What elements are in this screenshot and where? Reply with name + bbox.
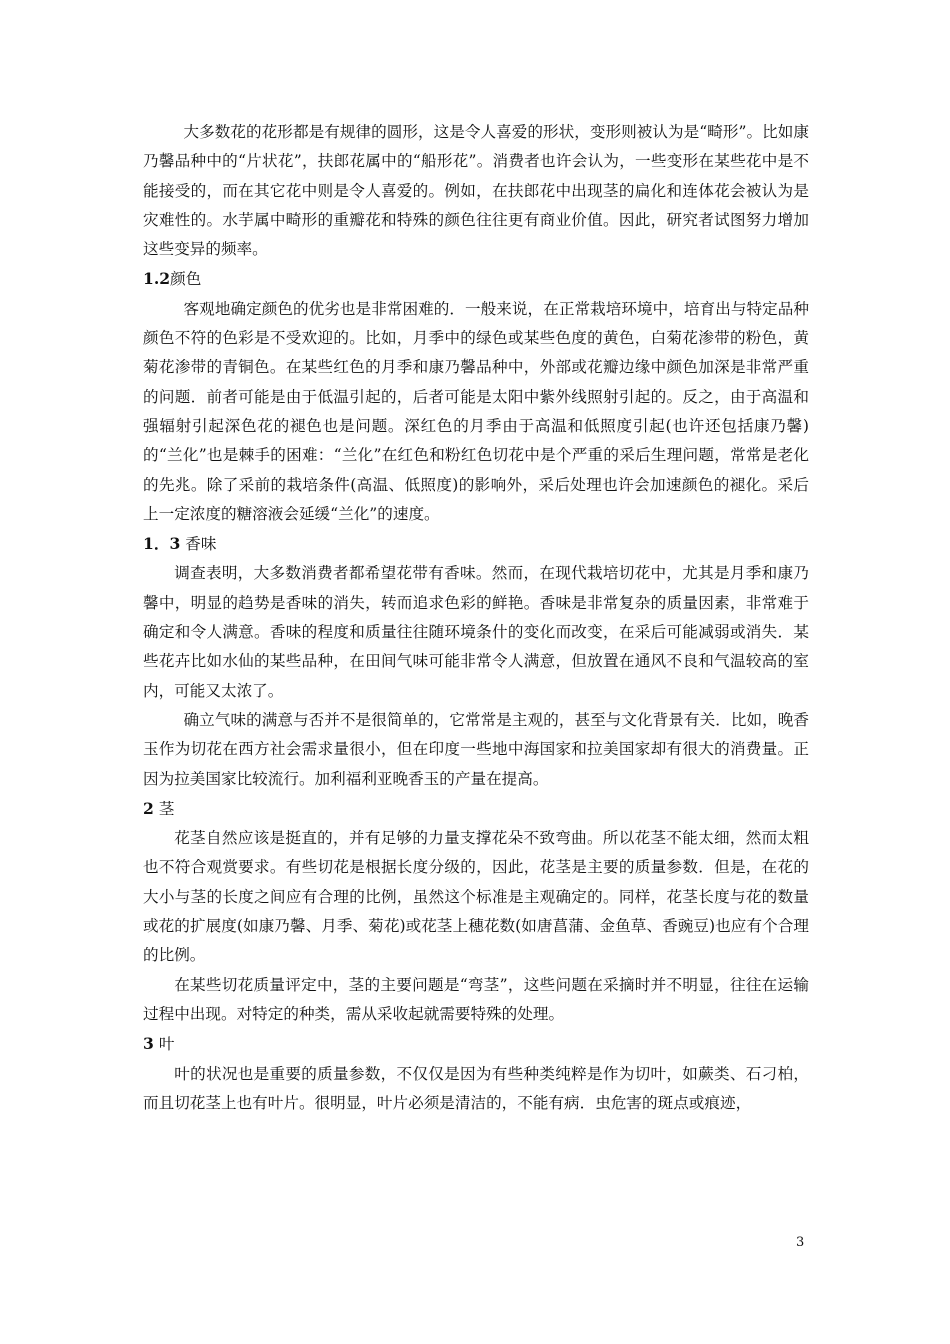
body-paragraph: 确立气味的满意与否并不是很简单的，它常常是主观的，甚至与文化背景有关．比如，晚香玉作为切花在西方社会需求量很小，但在印度一些地中海国家和拉美国家却有很大的消费量。正因为拉美国家比较流行。加利福利亚晚香玉的产量在提高。 — [143, 710, 809, 788]
body-paragraph: 大多数花的花形都是有规律的圆形，这是令人喜爱的形状，变形则被认为是“畸形”。比如康乃馨品种中的“片状花”，扶郎花属中的“船形花”。消费者也许会认为，一些变形在某些花中是不能接受的，而在其它花中则是令人喜爱的。例如，在扶郎花中出现茎的扁化和连体花会被认为是灾难性的。水芋属中畸形的重瓣花和特殊的颜色往往更有商业价值。因此，研究者试图努力增加这些变异的频率。 — [143, 123, 809, 259]
page-number: 3 — [796, 1235, 805, 1250]
section-heading — [143, 1029, 809, 1059]
body-paragraph: 在某些切花质量评定中，茎的主要问题是“弯茎”，这些问题在采摘时并不明显，往往在运输过程中出现。对特定的种类，需从采收起就需要特殊的处理。 — [143, 975, 809, 1023]
section-title: 香味 — [180, 535, 217, 554]
section-title: 叶 — [153, 1035, 175, 1054]
section-heading — [143, 264, 809, 294]
section-title: 颜色 — [170, 270, 202, 289]
body-paragraph: 花茎自然应该是挺直的，并有足够的力量支撑花朵不致弯曲。所以花茎不能太细，然而太粗也不符合观赏要求。有些切花是根据长度分级的，因此，花茎是主要的质量参数．但是，在花的大小与茎的长度之间应有合理的比例，虽然这个标准是主观确定的。同样，花茎长度与花的数量或花的扩展度(如康乃馨、月季、菊花)或花茎上穗花数(如唐菖蒲、金鱼草、香豌豆)也应有个合理的比例。 — [143, 829, 809, 965]
section-heading — [143, 794, 809, 824]
document-body — [143, 118, 809, 1118]
section-title: 茎 — [153, 799, 175, 818]
section-heading — [143, 529, 809, 559]
section-number: 1.2 — [143, 269, 171, 289]
body-paragraph: 调查表明，大多数消费者都希望花带有香味。然而，在现代栽培切花中，尤其是月季和康乃馨中，明显的趋势是香味的消失，转而追求色彩的鲜艳。香味是非常复杂的质量因素，非常难于确定和令人满意。香味的程度和质量往往随环境条什的变化而改变，在采后可能减弱或消失．某些花卉比如水仙的某些品种，在田间气味可能非常令人满意，但放置在通风不良和气温较高的室内，可能又太浓了。 — [143, 564, 809, 700]
section-number: 2 — [143, 798, 154, 818]
section-number: 1．3 — [143, 534, 181, 554]
section-number: 3 — [143, 1034, 154, 1054]
body-paragraph: 客观地确定颜色的优劣也是非常困难的．一般来说，在正常栽培环境中，培育出与特定品种颜色不符的色彩是不受欢迎的。比如，月季中的绿色或某些色度的黄色，白菊花渗带的粉色，黄菊花渗带的青铜色。在某些红色的月季和康乃馨品种中，外部或花瓣边缘中颜色加深是非常严重的问题．前者可能是由于低温引起的，后者可能是太阳中紫外线照射引起的。反之，由于高温和强辐射引起深色花的褪色也是问题。深红色的月季由于高温和低照度引起(也许还包括康乃馨)的“兰化”也是棘手的困难：“兰化”在红色和粉红色切花中是个严重的采后生理问题，常常是老化的先兆。除了采前的栽培条件(高温、低照度)的影响外，采后处理也许会加速颜色的褪化。采后上一定浓度的糖溶液会延缓“兰化”的速度。 — [143, 299, 809, 523]
body-paragraph: 叶的状况也是重要的质量参数，不仅仅是因为有些种类纯粹是作为切叶，如蕨类、石刁柏，而且切花茎上也有叶片。很明显，叶片必须是清洁的，不能有病．虫危害的斑点或痕迹， — [143, 1064, 809, 1112]
